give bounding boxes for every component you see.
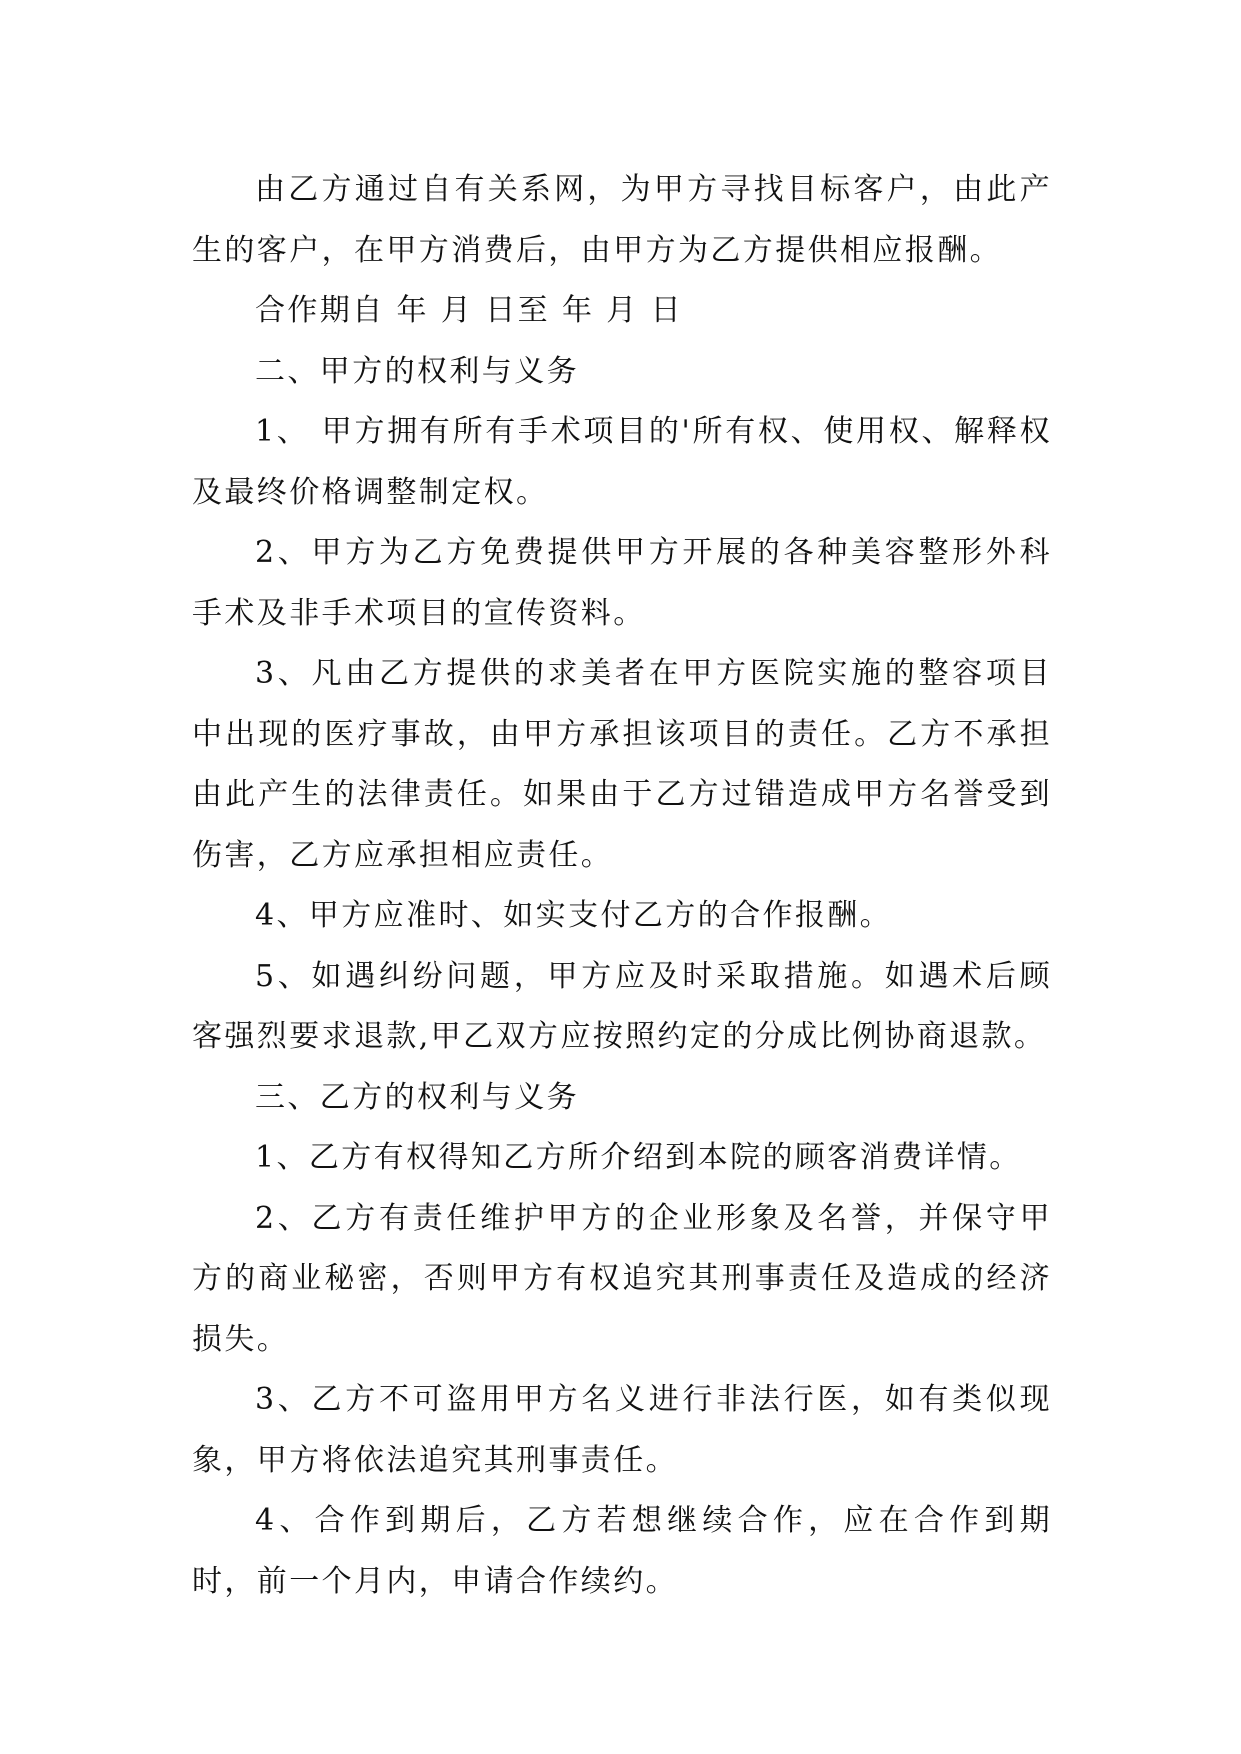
document-body xyxy=(192,160,1052,1612)
paragraph-b-clause-3: 3、乙方不可盗用甲方名义进行非法行医，如有类似现象，甲方将依法追究其刑事责任。 xyxy=(192,1382,1052,1478)
paragraph-referral-service: 由乙方通过自有关系网，为甲方寻找目标客户，由此产生的客户，在甲方消费后，由甲方为乙方提供相应报酬。 xyxy=(192,172,1052,268)
paragraph-cooperation-period: 合作期自 年 月 日至 年 月 日 xyxy=(255,293,684,328)
section-heading-party-b: 三、乙方的权利与义务 xyxy=(255,1079,579,1115)
paragraph-b-clause-4: 4、合作到期后，乙方若想继续合作，应在合作到期时，前一个月内，申请合作续约。 xyxy=(192,1503,1052,1599)
paragraph-a-clause-2: 2、甲方为乙方免费提供甲方开展的各种美容整形外科手术及非手术项目的宣传资料。 xyxy=(192,535,1052,631)
paragraph-b-clause-2: 2、乙方有责任维护甲方的企业形象及名誉，并保守甲方的商业秘密，否则甲方有权追究其刑事责任及造成的经济损失。 xyxy=(192,1200,1052,1357)
paragraph-a-clause-3: 3、凡由乙方提供的求美者在甲方医院实施的整容项目中出现的医疗事故，由甲方承担该项目的责任。乙方不承担由此产生的法律责任。如果由于乙方过错造成甲方名誉受到伤害，乙方应承担相应责任。 xyxy=(192,656,1052,873)
paragraph-a-clause-1: 1、 甲方拥有所有手术项目的'所有权、使用权、解释权及最终价格调整制定权。 xyxy=(192,414,1052,510)
paragraph-a-clause-4: 4、甲方应准时、如实支付乙方的合作报酬。 xyxy=(255,898,893,933)
section-heading-party-a: 二、甲方的权利与义务 xyxy=(255,353,579,389)
paragraph-a-clause-5: 5、如遇纠纷问题，甲方应及时采取措施。如遇术后顾客强烈要求退款,甲乙双方应按照约定的分成比例协商退款。 xyxy=(192,958,1052,1054)
paragraph-b-clause-1: 1、乙方有权得知乙方所介绍到本院的顾客消费详情。 xyxy=(255,1140,1022,1175)
